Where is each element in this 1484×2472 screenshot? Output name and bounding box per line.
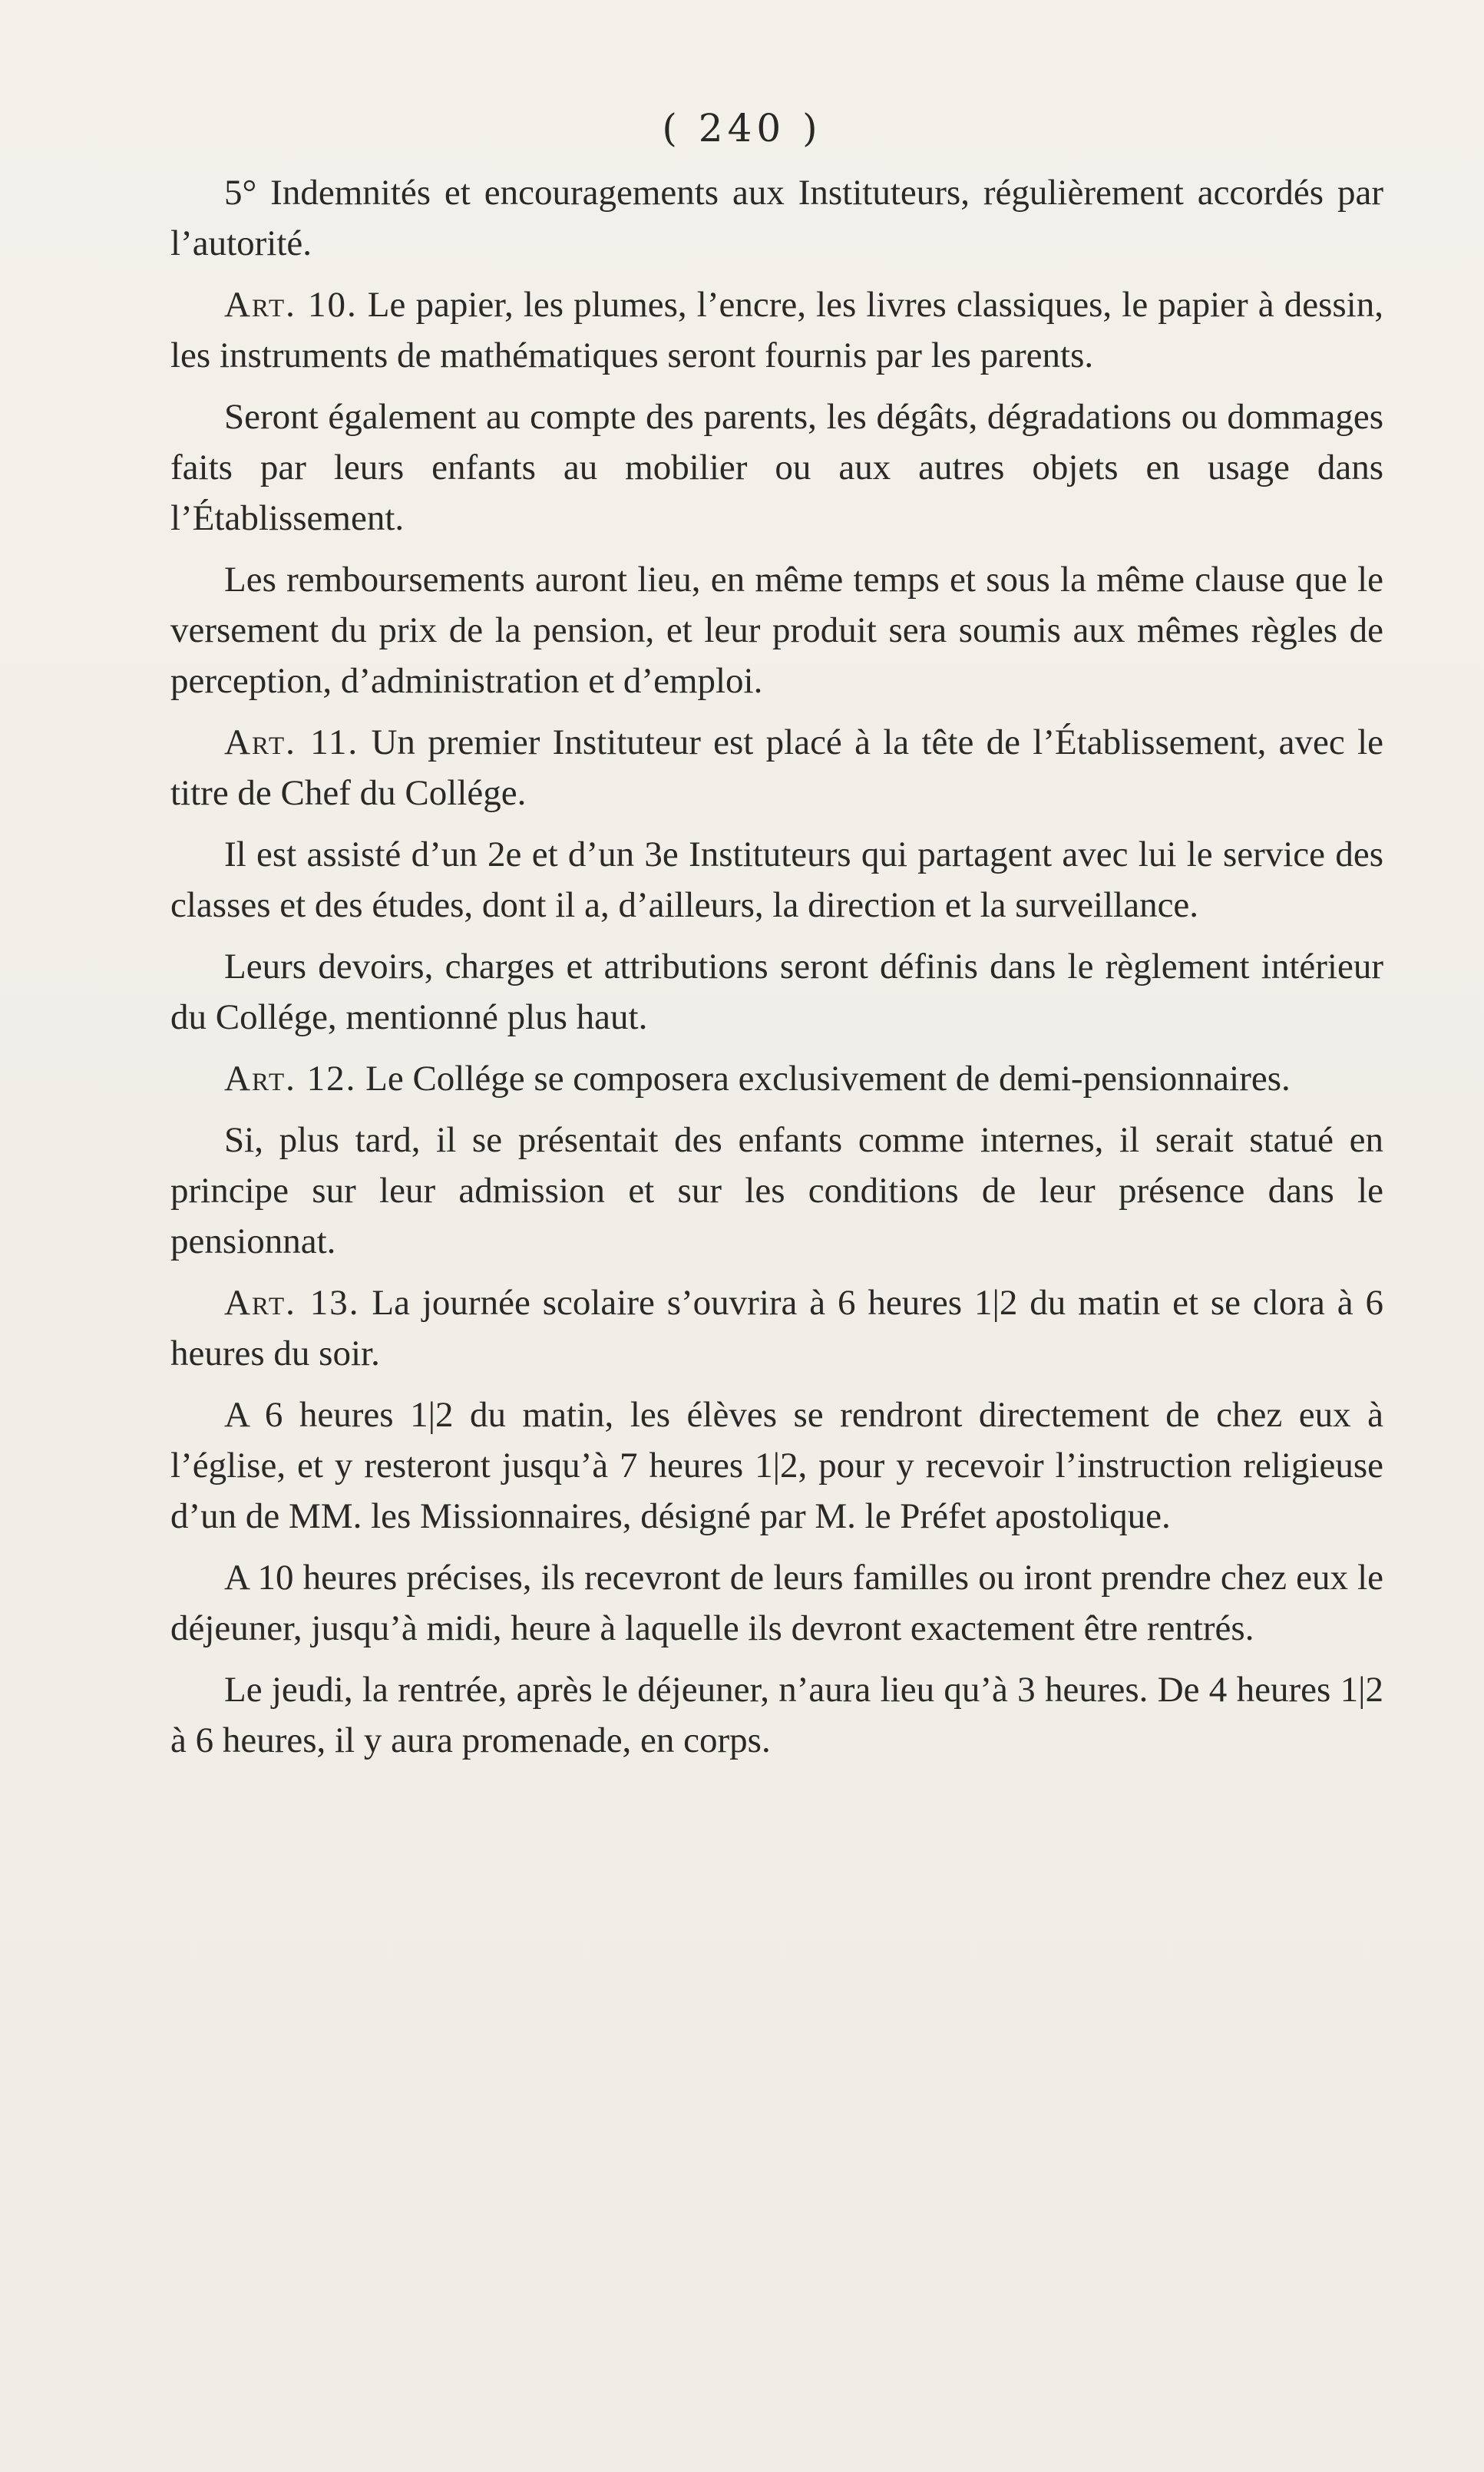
paragraph-devoirs (170, 941, 1383, 1043)
paragraph-text: Leurs devoirs, charges et attributions seront définis dans le règlement intérieur du Collége, mentionné plus haut. (170, 947, 1383, 1037)
paragraph-text: 5° Indemnités et encouragements aux Instituteurs, régulièrement accordés par l’autorité. (170, 173, 1383, 263)
article-heading: Art. 11. (224, 722, 359, 762)
paragraph-text: Seront également au compte des parents, les dégâts, dégradations ou dommages faits par leurs enfants au mobilier ou aux autres objets en usage dans l’Établissement. (170, 397, 1383, 538)
article-11 (170, 717, 1383, 818)
page-number: ( 240 ) (662, 106, 822, 150)
article-12 (170, 1053, 1383, 1104)
article-13 (170, 1277, 1383, 1379)
paragraph-text: Le Collége se composera exclusivement de demi-pensionnaires. (356, 1059, 1291, 1099)
paragraph-dejeuner (170, 1552, 1383, 1654)
paragraph-internes (170, 1115, 1383, 1267)
paragraph-text: La journée scolaire s’ouvrira à 6 heures 1|2 du matin et se clora à 6 heures du soir. (170, 1283, 1383, 1373)
paragraph-indemnites (170, 167, 1383, 269)
paragraph-text: Le papier, les plumes, l’encre, les livres classiques, le papier à dessin, les instruments de mathématiques seront fournis par les parents. (170, 285, 1383, 375)
paragraph-degats (170, 392, 1383, 544)
paragraph-text: Si, plus tard, il se présentait des enfants comme internes, il serait statué en principe sur leur admission et sur les conditions de leur présence dans le pensionnat. (170, 1120, 1383, 1261)
article-heading: Art. 12. (224, 1059, 357, 1099)
body-text (170, 167, 1383, 1776)
paragraph-remboursements (170, 554, 1383, 706)
paragraph-text: A 10 heures précises, ils recevront de leurs familles ou iront prendre chez eux le déjeuner, jusqu’à midi, heure à laquelle ils devront exactement être rentrés. (170, 1558, 1383, 1648)
paragraph-text: Le jeudi, la rentrée, après le déjeuner, n’aura lieu qu’à 3 heures. De 4 heures 1|2 à 6 heures, il y aura promenade, en corps. (170, 1670, 1383, 1760)
article-heading: Art. 13. (224, 1283, 360, 1323)
article-heading: Art. 10. (224, 285, 358, 325)
paragraph-text: Un premier Instituteur est placé à la tête de l’Établissement, avec le titre de Chef du Collége. (170, 722, 1383, 813)
paragraph-text: Les remboursements auront lieu, en même temps et sous la même clause que le versement du prix de la pension, et leur produit sera soumis aux mêmes règles de perception, d’administration et d’emploi. (170, 560, 1383, 701)
paragraph-text: A 6 heures 1|2 du matin, les élèves se rendront directement de chez eux à l’église, et y resteront jusqu’à 7 heures 1|2, pour y recevoir l’instruction religieuse d’un de MM. les Missionnaires, désigné par M. le Préfet apostolique. (170, 1395, 1383, 1536)
paragraph-text: Il est assisté d’un 2e et d’un 3e Instituteurs qui partagent avec lui le service des classes et des études, dont il a, d’ailleurs, la direction et la surveillance. (170, 834, 1383, 925)
paragraph-eglise (170, 1390, 1383, 1542)
paragraph-assiste (170, 829, 1383, 930)
paragraph-jeudi (170, 1664, 1383, 1766)
article-10 (170, 279, 1383, 381)
